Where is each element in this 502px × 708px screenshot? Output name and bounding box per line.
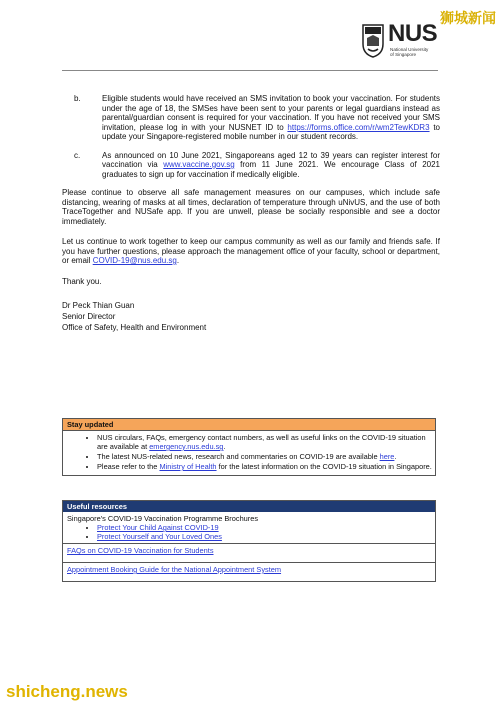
nus-subtitle: [390, 47, 450, 58]
thank-you-text: Thank you.: [62, 276, 102, 286]
paragraph-text-part: Let us continue to work together to keep our campus community as well as our family and friends safe. If you have further questions, please approach the management office of your faculty, school or department, or email: [62, 237, 440, 265]
list-item: [97, 433, 435, 451]
list-item: [97, 523, 431, 532]
nus-crest-icon: [362, 24, 384, 58]
signatory-name: Dr Peck Thian Guan: [62, 301, 135, 310]
item-marker: b.: [74, 94, 81, 103]
brochures-list: [67, 523, 431, 541]
list-item-c: [62, 151, 440, 180]
watermark-bottom: shicheng.news: [6, 682, 128, 701]
list-item-text: .: [394, 452, 397, 461]
item-text-part: from 11 June 2021. We encourage Class of 2021 graduates to sign up for vaccination if medically eligible.: [102, 160, 440, 179]
list-item-text: NUS circulars, FAQs, emergency contact numbers, as well as useful links on the COVID-19 situation are available at: [97, 433, 426, 451]
emergency-nus-link[interactable]: emergency.nus.edu.sg: [149, 442, 224, 451]
signatory-office: Office of Safety, Health and Environment: [62, 323, 207, 332]
list-item-text: for the latest information on the COVID-19 situation in Singapore.: [216, 462, 432, 471]
letter-body: [62, 94, 440, 333]
item-text-part: to update your Singapore-registered mobile number in our student records.: [102, 122, 440, 141]
paragraph-contact: [62, 237, 440, 266]
list-item: [97, 462, 435, 471]
item-marker: c.: [74, 150, 81, 160]
list-item-text: The latest NUS-related news, research and commentaries on COVID-19 are available: [97, 452, 380, 461]
booking-guide-link[interactable]: Appointment Booking Guide for the National Appointment System: [67, 565, 282, 574]
item-text-part: As announced on 10 June 2021, Singaporeans aged 12 to 39 years can register interest for vaccination via: [102, 150, 440, 169]
stay-updated-list: [63, 433, 435, 471]
faq-link[interactable]: FAQs on COVID-19 Vaccination for Students: [67, 546, 214, 555]
signature-block: [62, 300, 440, 333]
header-rule: [62, 70, 438, 71]
guide-row: [63, 562, 435, 581]
brochure-yourself-link[interactable]: Protect Yourself and Your Loved Ones: [97, 532, 222, 541]
item-text: [102, 151, 440, 180]
useful-resources-box: [62, 500, 436, 582]
brochures-title: Singapore's COVID-19 Vaccination Programme Brochures: [67, 514, 259, 523]
stay-updated-box: [62, 418, 436, 476]
signatory-title: Senior Director: [62, 312, 116, 321]
nus-wordmark: NUS: [388, 20, 438, 47]
covid-email-link[interactable]: COVID-19@nus.edu.sg: [92, 256, 177, 265]
watermark-top: 狮城新闻: [440, 10, 496, 26]
list-item-text: .: [223, 442, 226, 451]
list-item-text: Please refer to the: [97, 462, 160, 471]
nusnet-form-link[interactable]: https://forms.office.com/r/wm2TewKDR3: [287, 122, 430, 132]
faq-row: [63, 543, 435, 562]
brochure-child-link[interactable]: Protect Your Child Against COVID-19: [97, 523, 219, 532]
vaccine-gov-link[interactable]: www.vaccine.gov.sg: [163, 160, 235, 169]
useful-resources-header: Useful resources: [63, 501, 435, 512]
item-text-part: Eligible students would have received an SMS invitation to book your vaccination. For students under the age of 18, the SMSes have been sent to your parents or legal guardians instead as parental/guardian consent is required for your vaccination. If you have not received your SMS invitation, please log in with your NUSNET ID to: [102, 94, 440, 132]
stay-updated-header: Stay updated: [63, 419, 435, 431]
paragraph-safe-management: Please continue to observe all safe management measures on our campuses, which include safe distancing, wearing of masks at all times, declaration of temperature through uNivUS, and the use of both TraceTogether and NUSafe app. If you are unwell, please be socially responsible and see a doctor immediately.: [62, 188, 440, 226]
list-item: [97, 532, 431, 541]
paragraph-text-part: .: [176, 256, 180, 265]
nus-subtitle-line1: National University: [390, 47, 429, 52]
nus-subtitle-line2: of Singapore: [390, 52, 417, 58]
moh-link[interactable]: Ministry of Health: [159, 462, 217, 471]
news-here-link[interactable]: here: [379, 452, 395, 461]
brochures-row: [63, 512, 435, 543]
item-text: [102, 94, 440, 142]
nus-logo: [362, 22, 442, 64]
list-item: [97, 452, 435, 461]
list-item-b: [62, 94, 440, 142]
